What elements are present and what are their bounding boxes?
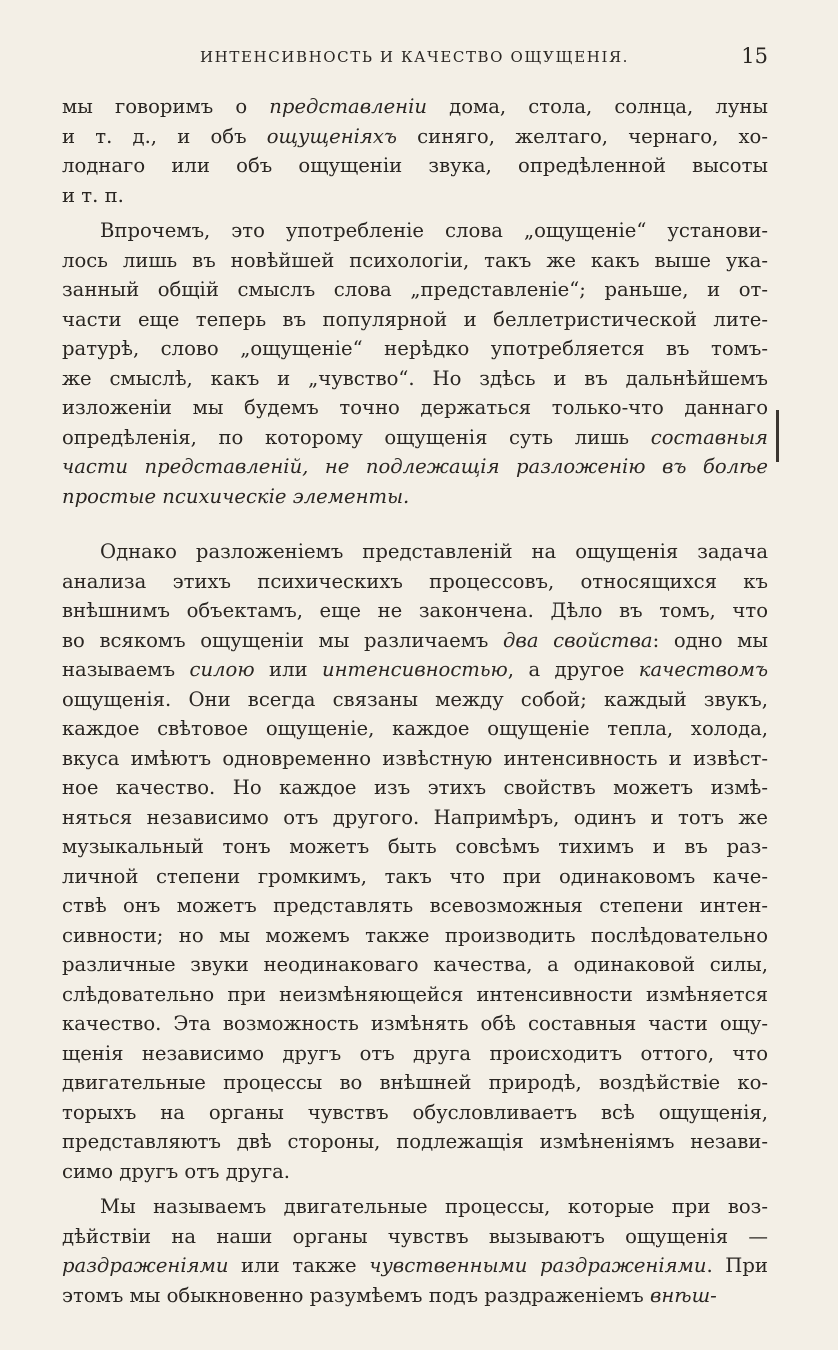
text-span: качество. Эта возможность измѣнять обѣ составныя части ощу-	[62, 1012, 768, 1035]
text-span: слѣдовательно при неизмѣняющейся интенсивности измѣняется	[62, 982, 768, 1006]
paragraph	[62, 537, 768, 1186]
italic-span: составныя	[650, 425, 768, 449]
text-line	[62, 567, 768, 597]
text-line	[62, 181, 768, 211]
text-span: опредѣленія, по которому ощущенія суть лишь	[62, 425, 651, 449]
text-span: . При	[706, 1254, 768, 1277]
text-span: внѣшнимъ объектамъ, еще не закончена. Дѣло въ томъ, что	[62, 599, 768, 622]
text-span: дѣйствіи на наши органы чувствъ вызываютъ ощущенія —	[62, 1224, 768, 1248]
text-span: ощущенія. Они всегда связаны между собой; каждый звукъ,	[62, 687, 768, 711]
text-line	[62, 891, 768, 921]
text-span: ное качество. Но каждое изъ этихъ свойствъ можетъ измѣ-	[62, 776, 768, 799]
text-span: няться независимо отъ другого. Напримѣръ, одинъ и тотъ же	[62, 805, 768, 829]
paragraph	[62, 216, 768, 511]
text-span: лоднаго или объ ощущеніи звука, опредѣленной высоты	[62, 154, 768, 177]
text-line	[62, 714, 768, 744]
text-line	[62, 950, 768, 980]
text-line	[62, 393, 768, 423]
paragraph	[62, 92, 768, 210]
text-line	[62, 1157, 768, 1187]
text-span: и т. д., и объ	[62, 124, 267, 148]
body-text	[62, 92, 768, 1310]
text-line	[62, 305, 768, 335]
text-span: дома, стола, солнца, луны	[426, 95, 768, 118]
text-line	[62, 832, 768, 862]
text-line	[62, 744, 768, 774]
text-line	[62, 216, 768, 246]
text-line	[62, 364, 768, 394]
text-line	[62, 482, 768, 512]
text-span: каждое свѣтовое ощущеніе, каждое ощущеніе тепла, холода,	[62, 717, 768, 740]
italic-span: внѣш-	[650, 1283, 717, 1307]
text-line	[62, 1068, 768, 1098]
text-line	[62, 92, 768, 122]
text-span: синяго, желтаго, чернаго, хо-	[396, 124, 768, 148]
text-line	[62, 685, 768, 715]
text-line	[62, 596, 768, 626]
text-span: занный общій смыслъ слова „представленіе“; раньше, и от-	[62, 278, 768, 301]
italic-span: ощущеніяхъ	[266, 124, 397, 148]
text-line	[62, 980, 768, 1010]
text-span: изложеніи мы будемъ точно держаться только-что даннаго	[62, 396, 768, 419]
text-span: , а другое	[507, 658, 639, 681]
italic-span: простые психическіе элементы.	[62, 484, 410, 508]
text-line	[62, 803, 768, 833]
running-title: ИНТЕНСИВНОСТЬ И КАЧЕСТВО ОЩУЩЕНІЯ.	[200, 48, 630, 66]
italic-span: чувственными раздраженіями	[369, 1254, 707, 1277]
paragraph	[62, 1192, 768, 1310]
italic-span: силою	[189, 658, 255, 681]
text-span: музыкальный тонъ можетъ быть совсѣмъ тихимъ и въ раз-	[62, 835, 768, 858]
text-line	[62, 423, 768, 453]
text-span: сивности; но мы можемъ также производить послѣдовательно	[62, 923, 768, 947]
text-line	[62, 1251, 768, 1281]
text-line	[62, 655, 768, 685]
text-line	[62, 151, 768, 181]
text-span: этомъ мы обыкновенно разумѣемъ подъ раздраженіемъ	[62, 1283, 650, 1307]
text-span: ратурѣ, слово „ощущеніе“ нерѣдко употребляется въ томъ-	[62, 337, 768, 360]
text-span: вкуса имѣютъ одновременно извѣстную интенсивность и извѣст-	[62, 746, 768, 770]
italic-span: два свойства	[503, 628, 653, 652]
text-line	[62, 334, 768, 364]
italic-span: раздраженіями	[62, 1254, 229, 1277]
text-line	[62, 1098, 768, 1128]
text-line	[62, 1039, 768, 1069]
text-line	[62, 275, 768, 305]
italic-span: интенсивностью	[322, 658, 508, 681]
text-span: и т. п.	[62, 183, 124, 207]
text-span: личной степени громкимъ, такъ что при одинаковомъ каче-	[62, 864, 768, 888]
text-span: или также	[228, 1254, 370, 1277]
text-line	[62, 537, 768, 567]
text-line	[62, 1281, 768, 1311]
text-line	[62, 246, 768, 276]
text-span: лось лишь въ новѣйшей психологіи, такъ же какъ выше ука-	[62, 248, 768, 272]
text-span: во всякомъ ощущеніи мы различаемъ	[62, 628, 504, 652]
text-span: Мы называемъ двигательные процессы, которые при воз-	[100, 1195, 768, 1218]
text-span: представляютъ двѣ стороны, подлежащія измѣненіямъ незави-	[62, 1130, 768, 1153]
text-span: торыхъ на органы чувствъ обусловливаетъ всѣ ощущенія,	[62, 1100, 768, 1124]
text-line	[62, 862, 768, 892]
text-line	[62, 1222, 768, 1252]
text-line	[62, 1009, 768, 1039]
text-line	[62, 1192, 768, 1222]
page-header	[62, 44, 772, 74]
text-line	[62, 452, 768, 482]
text-line	[62, 921, 768, 951]
page-number: 15	[741, 44, 768, 68]
text-span: щенія независимо другъ отъ друга происходитъ оттого, что	[62, 1041, 768, 1065]
text-span: Впрочемъ, это употребленіе слова „ощущеніе“ установи-	[100, 219, 768, 242]
text-span: называемъ	[62, 658, 190, 681]
text-span: анализа этихъ психическихъ процессовъ, относящихся къ	[62, 569, 768, 593]
text-span: двигательные процессы во внѣшней природѣ, воздѣйствіе ко-	[62, 1071, 768, 1094]
text-line	[62, 626, 768, 656]
text-span: части еще теперь въ популярной и беллетристической лите-	[62, 307, 768, 331]
text-line	[62, 122, 768, 152]
text-span: симо другъ отъ друга.	[62, 1159, 291, 1183]
text-span: или	[254, 658, 323, 681]
italic-span: части представленій, не подлежащія разложенію въ болѣе	[62, 455, 768, 478]
italic-span: качествомъ	[638, 658, 769, 681]
text-span: различные звуки неодинаковаго качества, а одинаковой силы,	[62, 953, 768, 976]
paragraph-gap	[62, 511, 768, 537]
text-line	[62, 1127, 768, 1157]
text-span: же смыслѣ, какъ и „чувство“. Но здѣсь и въ дальнѣйшемъ	[62, 366, 768, 390]
text-span: мы говоримъ о	[62, 95, 270, 118]
italic-span: представленіи	[269, 95, 427, 118]
margin-pencil-mark	[776, 410, 779, 462]
text-span: : одно мы	[652, 628, 769, 652]
text-span: Однако разложеніемъ представленій на ощущенія задача	[100, 540, 768, 563]
text-span: ствѣ онъ можетъ представлять всевозможныя степени интен-	[62, 894, 768, 917]
text-line	[62, 773, 768, 803]
